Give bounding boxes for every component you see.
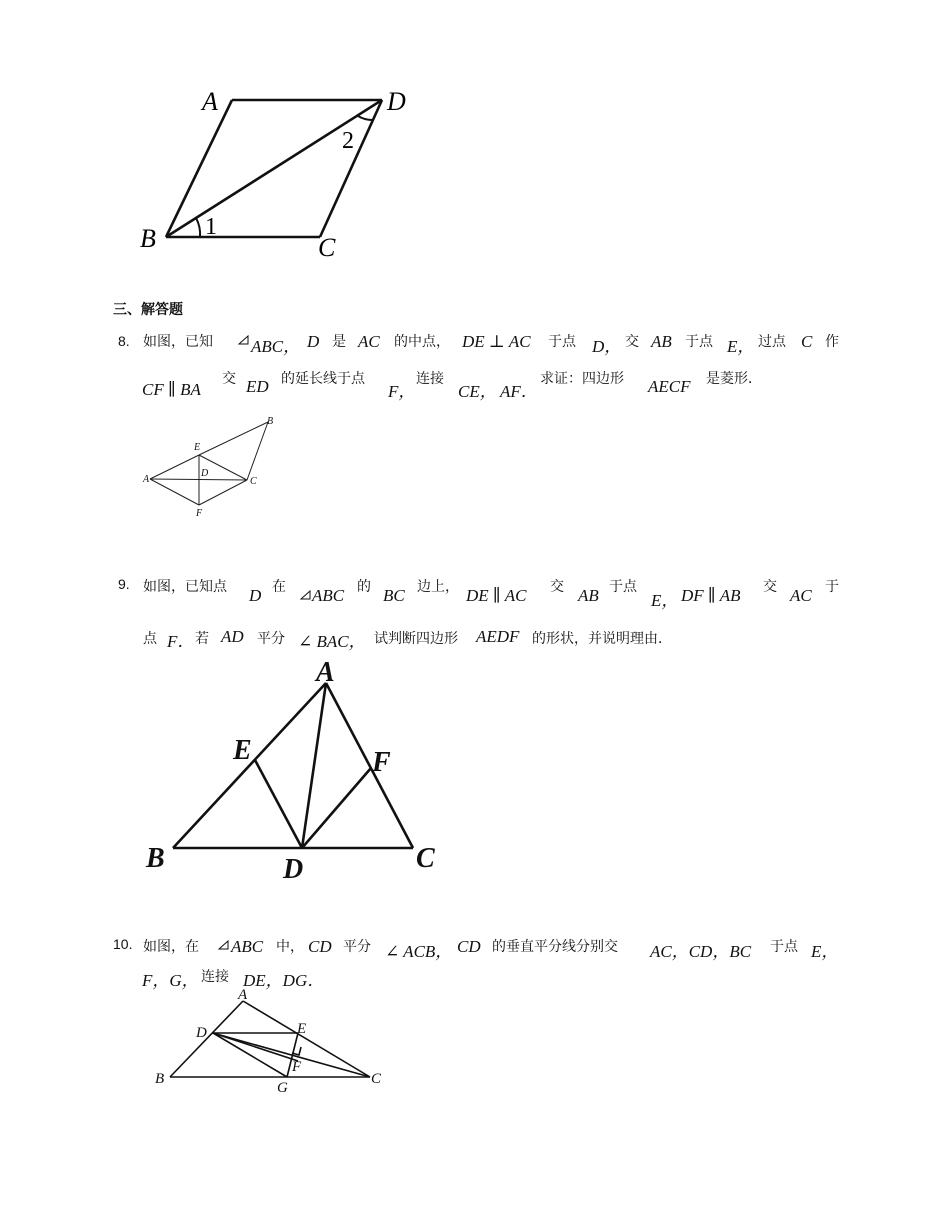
text: 如图，已知点 xyxy=(143,579,227,595)
angle-arc-2 xyxy=(358,116,373,120)
angle-label-2: 2 xyxy=(342,128,354,154)
label-d: D xyxy=(387,87,406,116)
label-a: A xyxy=(316,657,335,688)
angle-bisector-figure xyxy=(150,985,395,1095)
math: AB xyxy=(651,332,672,351)
text: 的形状，并说明理由． xyxy=(532,631,672,647)
math: BC xyxy=(383,586,405,605)
text: 连接 xyxy=(416,371,444,387)
math: CF ∥ BA xyxy=(142,380,201,399)
math: D， xyxy=(592,337,622,356)
text: 过点 xyxy=(758,334,786,350)
label-a: A xyxy=(202,87,218,116)
angle-arc-1 xyxy=(196,218,200,237)
text: 于点 xyxy=(770,939,798,955)
math: AB xyxy=(578,586,599,605)
text: 的 xyxy=(357,579,371,595)
math: ∠ ACB， xyxy=(385,942,453,961)
label-c: C xyxy=(318,233,336,262)
angle-label-1: 1 xyxy=(205,214,217,240)
math: E， xyxy=(651,591,679,610)
math: C xyxy=(801,332,813,351)
question-number: 10. xyxy=(113,936,133,952)
label-a: A xyxy=(238,987,248,1003)
label-b: B xyxy=(140,224,156,253)
label-e: E xyxy=(194,442,201,453)
label-f: F xyxy=(196,508,203,519)
text: 连接 xyxy=(201,969,229,985)
math: AC xyxy=(358,332,380,351)
math: F． xyxy=(167,632,195,651)
math: DE ⊥ AC xyxy=(462,332,531,351)
math: AECF xyxy=(648,377,691,396)
math: CE， xyxy=(458,382,497,401)
text: 是菱形． xyxy=(706,371,762,387)
text: 如图，已知 xyxy=(143,334,213,350)
math: AC xyxy=(790,586,812,605)
math: F， xyxy=(388,382,416,401)
parallelogram-figure xyxy=(130,80,430,265)
label-c: C xyxy=(416,843,435,874)
math: CD xyxy=(457,937,481,956)
text: 是 xyxy=(332,334,346,350)
math: ED xyxy=(246,377,269,396)
text: 于 xyxy=(825,579,839,595)
rhombus-figure xyxy=(140,410,290,525)
text: 的垂直平分线分别交 xyxy=(492,939,618,955)
label-b: B xyxy=(146,843,165,874)
math: AC，CD，BC xyxy=(650,942,752,961)
math: E， xyxy=(811,942,839,961)
math: E， xyxy=(727,337,755,356)
text: 试判断四边形 xyxy=(374,631,458,647)
math: AF． xyxy=(500,382,538,401)
label-d: D xyxy=(196,1025,207,1041)
math: DE，DG． xyxy=(243,971,325,990)
question-number: 8. xyxy=(118,333,130,349)
label-c: C xyxy=(371,1071,382,1087)
math: D xyxy=(307,332,320,351)
math: ABC xyxy=(231,937,264,956)
label-c: C xyxy=(250,476,257,487)
text: 交 xyxy=(222,371,236,387)
text: 边上， xyxy=(417,579,459,595)
math: D xyxy=(249,586,262,605)
math: DE ∥ AC xyxy=(466,586,527,605)
math: AD xyxy=(221,627,244,646)
label-d: D xyxy=(283,854,304,885)
text: 的中点， xyxy=(394,334,450,350)
text: 平分 xyxy=(257,631,285,647)
triangle-symbol-icon xyxy=(238,334,250,346)
text: 如图，在 xyxy=(143,939,199,955)
text: 交 xyxy=(763,579,777,595)
label-e: E xyxy=(297,1021,307,1037)
text: 于点 xyxy=(548,334,576,350)
math: ABC， xyxy=(251,337,301,356)
math: F，G， xyxy=(142,971,199,990)
triangle-symbol-icon xyxy=(218,939,230,951)
text: 中， xyxy=(276,939,304,955)
text: 作 xyxy=(825,334,839,350)
triangle-aedf-figure xyxy=(140,655,450,885)
section-heading: 三、解答题 xyxy=(113,302,183,318)
math: AEDF xyxy=(476,627,520,646)
text: 的延长线于点 xyxy=(281,371,365,387)
math: CD xyxy=(308,937,332,956)
text: 在 xyxy=(272,579,286,595)
text: 若 xyxy=(195,631,209,647)
label-g: G xyxy=(277,1080,288,1095)
text: 点 xyxy=(143,631,157,647)
math: ABC xyxy=(312,586,345,605)
text: 交 xyxy=(625,334,639,350)
label-a: A xyxy=(143,474,150,485)
label-d: D xyxy=(201,468,209,479)
label-b: B xyxy=(267,416,274,427)
text: 于点 xyxy=(609,579,637,595)
label-f: F xyxy=(292,1059,302,1075)
question-number: 9. xyxy=(118,576,130,592)
label-f: F xyxy=(372,747,391,778)
math: ∠ BAC， xyxy=(298,632,366,651)
text: 求证：四边形 xyxy=(540,371,624,387)
text: 平分 xyxy=(343,939,371,955)
text: 交 xyxy=(550,579,564,595)
label-e: E xyxy=(233,735,252,766)
text: 于点 xyxy=(685,334,713,350)
math: DF ∥ AB xyxy=(681,586,741,605)
label-b: B xyxy=(155,1071,165,1087)
triangle-symbol-icon xyxy=(300,589,312,601)
